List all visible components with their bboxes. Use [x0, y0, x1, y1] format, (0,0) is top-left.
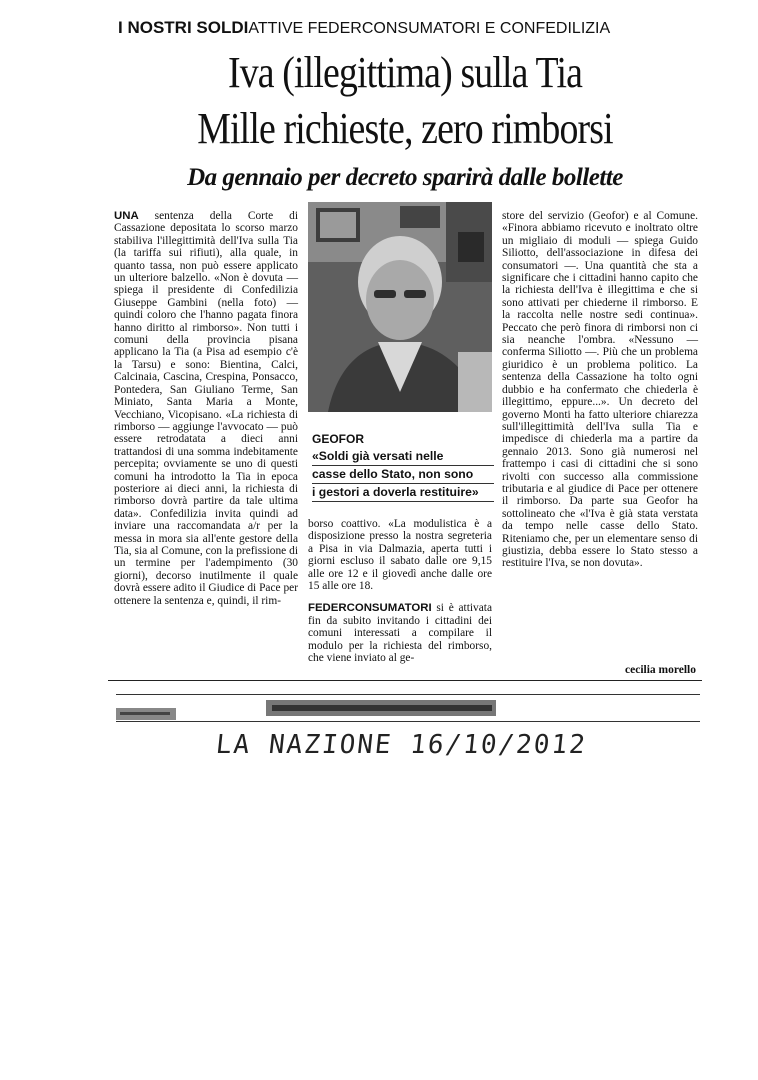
column-2-paragraph-1: borso coattivo. «La modulistica è a disposizione presso la nostra segreteria a Pisa in via Dalmazia, aperta tutti i giorni escluso il sabato dalle ore 9,15 alle ore 12 e il giovedì anche dalle ore 15 alle ore 18.: [308, 518, 492, 593]
headline-line-2: Mille richieste, zero rimborsi: [197, 104, 613, 153]
kicker-section: I NOSTRI SOLDI: [118, 18, 249, 37]
portrait-illustration: [308, 202, 492, 412]
lead-word: UNA: [114, 210, 139, 222]
column-1-text: sentenza della Corte di Cassazione depositata lo scorso marzo stabiliva l'illegittimità dell'Iva sulla Tia (la tariffa sui rifiuti), alla quale, in quanto tassa, non può essere applicato un ulteriore balzello. «Non è dovuta — spiega il presidente di Confedilizia Giuseppe Gambini (nella foto) — quindi coloro che l'hanno pagata finora hanno diritto al rimborso». Non tutti i comuni della provincia pisana applicano la Tia (a Pisa ad esempio c'è la Tarsu) e sono: Bientina, Calci, Calcinaia, Cascina, Crespina, Ponsacco, Pontedera, San Giuliano Terme, San Miniato, Santa Maria a Monte, Vecchiano, Vicopisano. «La richiesta di rimborso — aggiunge l'avvocato — può essere retrodatata a dieci anni trattandosi di una somma indebitamente percepita; ovviamente se uno di questi comuni ha introdotto la Tia in epoca posteriore ai dieci anni, la richiesta di rimborso dovrà partire da tale ultima data». Confedilizia invita quindi ad inviare una raccomandata a/r per la messa in mora sia all'ente gestore della Tia, sia al Comune, con la prefissione di un termine per l'adempimento (30 giorni), decorso inutilmente il quale dovrà essere adito il Giudice di Pace per ottenere la sentenza e, quindi, il rim-: [114, 210, 298, 607]
column-3-text: store del servizio (Geofor) e al Comune. «Finora abbiamo ricevuto e inoltrato oltre un migliaio di moduli — spiega Guido Siliotto, dell'associazione in difesa dei consumatori —. Una quantità che sta a significare che i cittadini hanno capito che la richiesta dell'Iva è illegittima e che si sono attivati per chiederne il rimborso. E la raccolta nelle nostre sedi continua». Peccato che però finora di rimborsi non ci sia neanche l'ombra. «Nessuno — conferma Siliotto —. Più che un problema giuridico è un problema politico. La sentenza della Cassazione ha tolto ogni dubbio e ha confermato che chiederla è illegittimo, eppure...». Un decreto del governo Monti ha fatto ulteriore chiarezza sull'illegittimità dell'Iva sulla Tia e impedisce di chiederla ma a partire da gennaio 2013. Sono già numerosi nel frattempo i casi di cittadini che si sono rivolti con successo alla commissione tributaria e al giudice di Pace per ottenere il rimborso. Da parte sua Geofor ha sottolineato che «l'Iva è già stata verstata da tempo nelle casse dello Stato. Riteniamo che, per un elementare senso di giustizia, debba essere lo Stato stesso a restituire l'Iva, se non dovuta».: [502, 210, 698, 570]
handwritten-source-note: LA NAZIONE 16/10/2012: [214, 730, 589, 760]
column-2-subhead: FEDERCONSUMATORI: [308, 602, 432, 615]
article-deck: Da gennaio per decreto sparirà dalle bollette: [187, 164, 623, 191]
photo-caption: [312, 448, 494, 502]
caption-line-2: casse dello Stato, non sono: [312, 466, 494, 484]
newspaper-clipping: [108, 12, 702, 724]
article-column-3: [502, 210, 698, 570]
kicker: [118, 18, 698, 38]
article-column-1: [114, 210, 298, 607]
caption-line-3: i gestori a doverla restituire»: [312, 484, 494, 502]
adjacent-article-strip: [116, 688, 700, 722]
column-2-paragraph-2: si è attivata fin da subito invitando i cittadini dei comuni interessati a compilare il modulo per la richiesta del rimborso, che viene inviato al ge-: [308, 602, 492, 665]
headline-line-1: Iva (illegittima) sulla Tia: [227, 48, 583, 97]
caption-tag: GEOFOR: [312, 432, 365, 446]
article-column-2: [308, 518, 492, 664]
byline: cecilia morello: [625, 664, 696, 676]
separator-line: [108, 680, 702, 681]
kicker-text: ATTIVE FEDERCONSUMATORI E CONFEDILIZIA: [248, 20, 611, 37]
portrait-photo: [308, 202, 492, 412]
caption-line-1: «Soldi già versati nelle: [312, 448, 494, 466]
